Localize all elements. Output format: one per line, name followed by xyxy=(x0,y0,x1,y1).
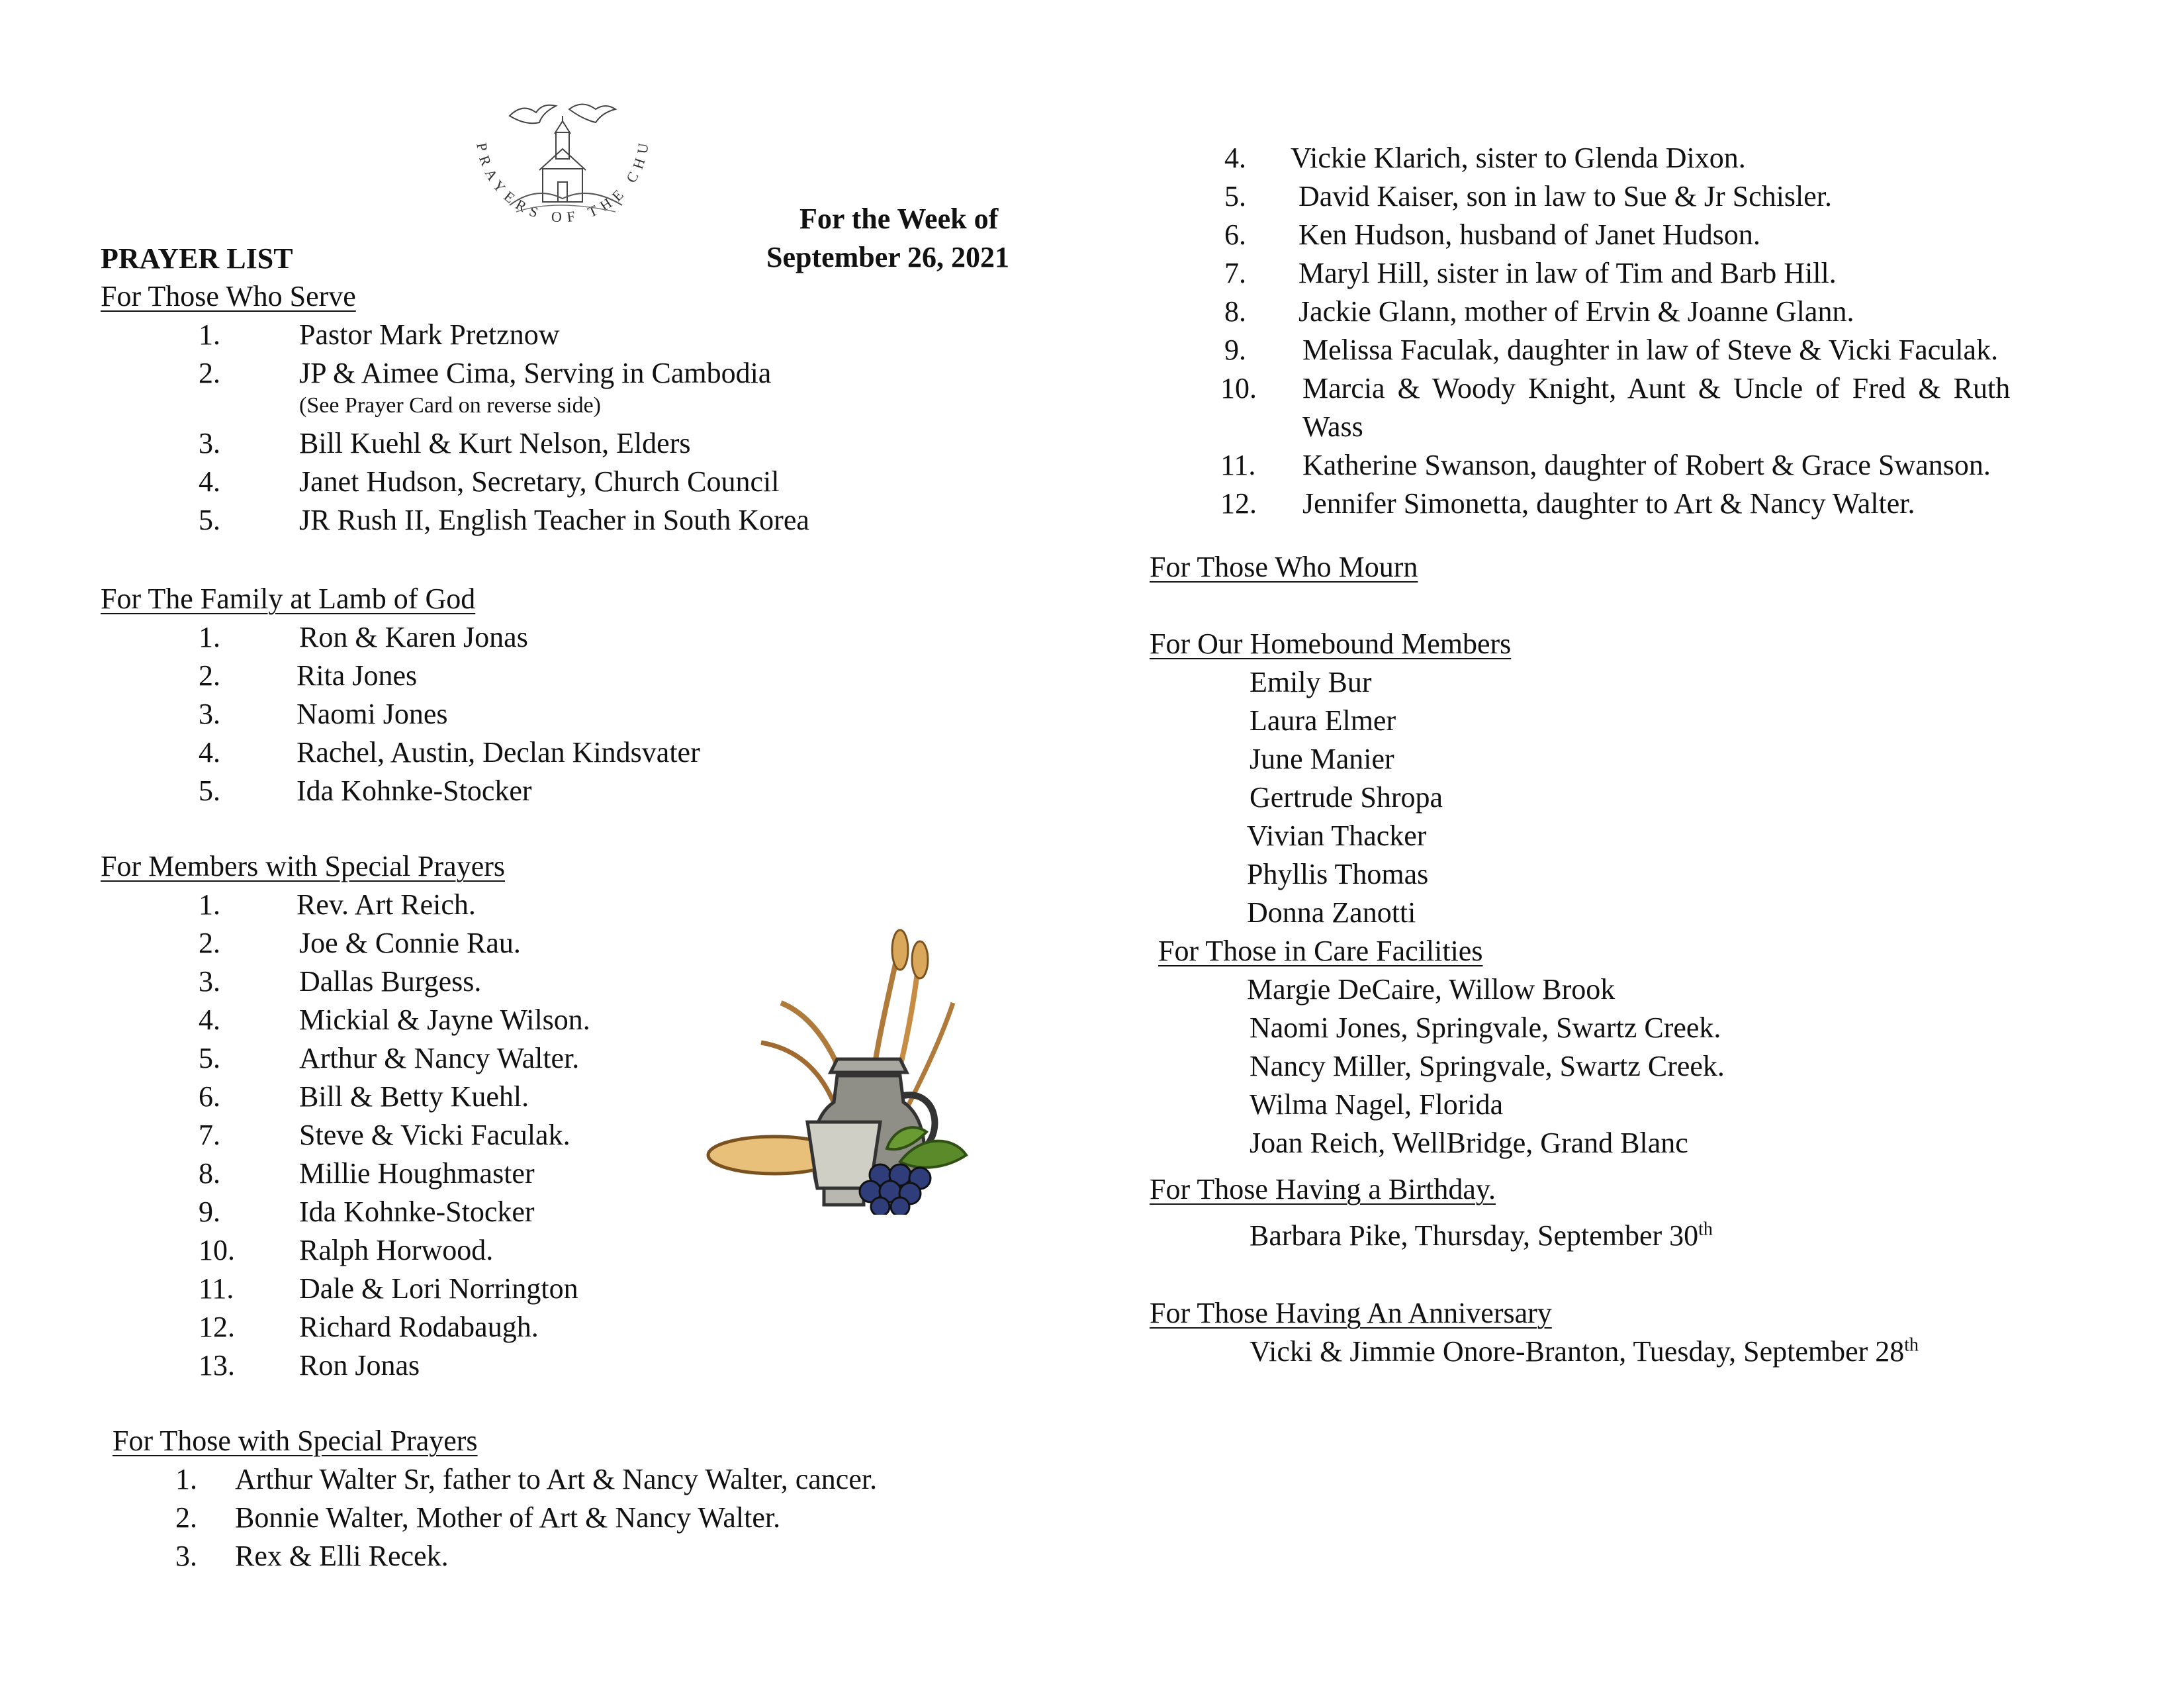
members-special-heading: For Members with Special Prayers xyxy=(101,850,505,882)
svg-text:PRAYERS OF THE CHURCH xyxy=(463,96,653,225)
list-item: 1. Pastor Mark Pretznow xyxy=(199,318,560,351)
list-item: 9. Melissa Faculak, daughter in law of Steve & Vicki Faculak. xyxy=(1224,334,1999,366)
list-item: 3. Dallas Burgess. xyxy=(199,965,482,998)
list-item: 11. Katherine Swanson, daughter of Robert & Grace Swanson. xyxy=(1220,449,1991,481)
those-special-list-right xyxy=(1220,139,2118,523)
homebound-list xyxy=(1247,663,1443,932)
list-item: 4. Mickial & Jayne Wilson. xyxy=(199,1004,590,1036)
list-item: 3. Rex & Elli Recek. xyxy=(175,1540,449,1572)
list-item: 9. Ida Kohnke-Stocker xyxy=(199,1196,535,1228)
list-item: June Manier xyxy=(1250,743,1394,775)
church-dove-icon xyxy=(463,96,662,248)
family-heading: For The Family at Lamb of God xyxy=(101,583,476,615)
list-item: Gertrude Shropa xyxy=(1250,781,1443,814)
list-item: 12. Richard Rodabaugh. xyxy=(199,1311,539,1343)
birthday-heading: For Those Having a Birthday. xyxy=(1150,1173,1496,1205)
anniversary-suffix: th xyxy=(1904,1335,1919,1356)
list-item: Phyllis Thomas xyxy=(1247,858,1429,890)
list-item: 2. JP & Aimee Cima, Serving in Cambodia xyxy=(199,357,772,389)
list-item: 2. Joe & Connie Rau. xyxy=(199,927,521,959)
list-item: 5. David Kaiser, son in law to Sue & Jr Schisler. xyxy=(1224,180,1833,212)
church-logo xyxy=(463,96,662,248)
list-item: Donna Zanotti xyxy=(1247,896,1416,929)
list-item: Nancy Miller, Springvale, Swartz Creek. xyxy=(1250,1050,1725,1082)
mourn-heading: For Those Who Mourn xyxy=(1150,551,1418,583)
list-item: 1. Arthur Walter Sr, father to Art & Nancy Walter, cancer. xyxy=(175,1463,878,1495)
list-item: Naomi Jones, Springvale, Swartz Creek. xyxy=(1250,1011,1721,1044)
list-item: Emily Bur xyxy=(1250,666,1372,698)
list-item: 6. Bill & Betty Kuehl. xyxy=(199,1080,529,1113)
list-item-note: (See Prayer Card on reverse side) xyxy=(299,393,601,418)
list-item: 6. Ken Hudson, husband of Janet Hudson. xyxy=(1224,218,1760,251)
week-line-1: For the Week of xyxy=(799,203,999,235)
birthday-text: Barbara Pike, Thursday, September 30 xyxy=(1250,1219,1699,1252)
list-item-continuation: Wass xyxy=(1302,410,1363,443)
list-item: 5. Arthur & Nancy Walter. xyxy=(199,1042,580,1074)
logo-arc-text: PRAYERS OF THE CHU xyxy=(473,136,653,226)
homebound-heading: For Our Homebound Members xyxy=(1150,628,1512,660)
care-list xyxy=(1247,970,1725,1162)
list-item: 2. Bonnie Walter, Mother of Art & Nancy Walter. xyxy=(175,1501,781,1534)
list-item: 5. JR Rush II, English Teacher in South Korea xyxy=(199,504,809,536)
list-item: 8. Millie Houghmaster xyxy=(199,1157,535,1190)
anniversary-entry xyxy=(1250,1333,1919,1371)
list-item: 4. Janet Hudson, Secretary, Church Council xyxy=(199,465,780,498)
list-item: 11. Dale & Lori Norrington xyxy=(199,1272,578,1305)
care-heading: For Those in Care Facilities xyxy=(1158,935,1483,967)
list-item: 7. Steve & Vicki Faculak. xyxy=(199,1119,570,1151)
list-item: 4. Rachel, Austin, Declan Kindsvater xyxy=(199,736,700,769)
list-item: Joan Reich, WellBridge, Grand Blanc xyxy=(1250,1127,1688,1159)
list-item: 10. Ralph Horwood. xyxy=(199,1234,494,1266)
list-item: 12. Jennifer Simonetta, daughter to Art & Nancy Walter. xyxy=(1220,487,1915,520)
those-special-heading: For Those with Special Prayers xyxy=(113,1425,478,1457)
communion-illustration xyxy=(702,923,1019,1215)
list-item: 1. Ron & Karen Jonas xyxy=(199,621,528,653)
list-item: Laura Elmer xyxy=(1250,704,1396,737)
list-item: 8. Jackie Glann, mother of Ervin & Joanne Glann. xyxy=(1224,295,1854,328)
birthday-suffix: th xyxy=(1698,1219,1713,1240)
serve-list xyxy=(199,316,993,539)
week-line-2: September 26, 2021 xyxy=(766,241,1010,273)
list-item: Margie DeCaire, Willow Brook xyxy=(1247,973,1615,1006)
list-item: Wilma Nagel, Florida xyxy=(1250,1088,1504,1121)
anniversary-heading: For Those Having An Anniversary xyxy=(1150,1297,1552,1329)
family-list xyxy=(199,618,993,810)
list-item: 4. Vickie Klarich, sister to Glenda Dixon. xyxy=(1224,142,1746,174)
list-item: 7. Maryl Hill, sister in law of Tim and Barb Hill. xyxy=(1224,257,1837,289)
list-item: 1. Rev. Art Reich. xyxy=(199,888,476,921)
list-item: Vivian Thacker xyxy=(1247,820,1427,852)
list-item: 3. Naomi Jones xyxy=(199,698,448,730)
list-item: 13. Ron Jonas xyxy=(199,1349,420,1382)
page-title: PRAYER LIST xyxy=(101,242,293,275)
list-item: 5. Ida Kohnke-Stocker xyxy=(199,774,532,807)
list-item: 2. Rita Jones xyxy=(199,659,418,692)
anniversary-text: Vicki & Jimmie Onore-Branton, Tuesday, September 28 xyxy=(1250,1335,1905,1368)
birthday-entry xyxy=(1250,1217,1713,1255)
list-item: 10. Marcia & Woody Knight, Aunt & Uncle of Fred & Ruth xyxy=(1220,372,2011,404)
list-item: 3. Bill Kuehl & Kurt Nelson, Elders xyxy=(199,427,691,459)
those-special-list-left xyxy=(175,1460,1036,1575)
communion-icon xyxy=(702,923,1019,1215)
serve-heading: For Those Who Serve xyxy=(101,280,356,312)
